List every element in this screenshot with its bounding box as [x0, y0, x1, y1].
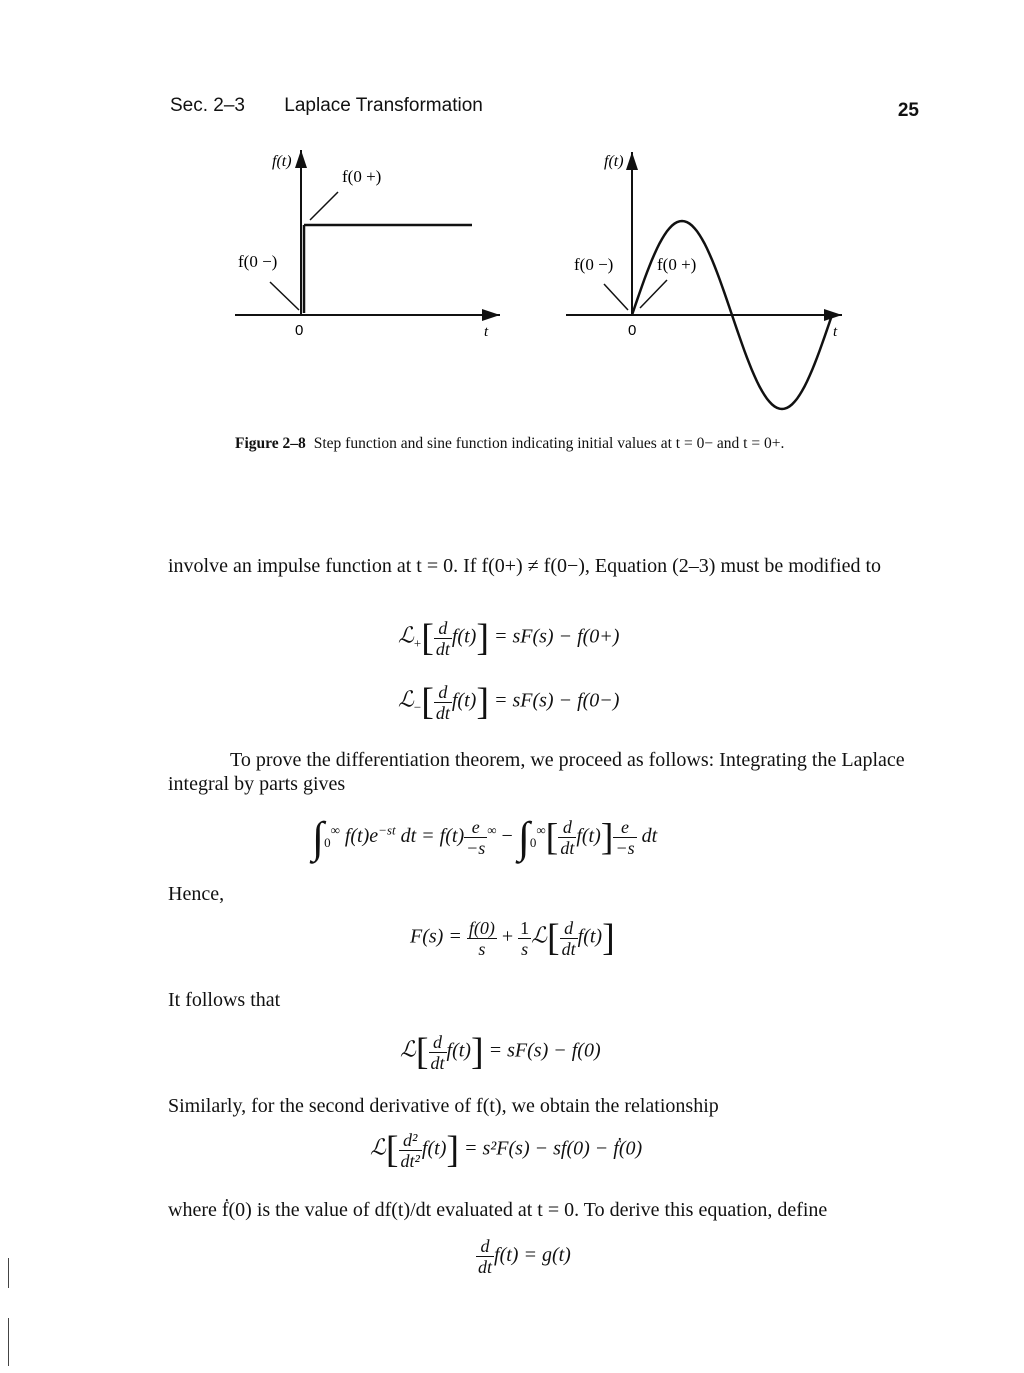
section-number: Sec. 2–3: [170, 95, 245, 116]
left-origin-label: 0: [295, 322, 304, 339]
left-x-label: t: [484, 324, 489, 340]
sine-function-plot: [566, 152, 842, 409]
caption-text: Step function and sine function indicating initial values at t = 0− and t = 0+.: [313, 435, 785, 452]
equation-laplace-minus: ℒ$_-$[ $\frac{d}{dt}$ f(t)] = sF(s) − f(0−): [398, 681, 620, 723]
equation-integration-by-parts: $\int_0^\infty$ $f(t)e^{-st}$ dt = f(t) $\frac{e}{-s}$ $^\infty - \int_0^\infty$[ $\frac{d}{dt}$ f(t)] $\frac{e}{-s}$ dt: [312, 813, 658, 862]
paragraph-proof-intro: To prove the differentiation theorem, we proceed as follows: Integrating the Laplace integral by parts gives: [168, 749, 905, 795]
left-f0plus-label: f(0 +): [342, 167, 382, 186]
right-f0minus-pointer: [604, 284, 628, 310]
right-x-label: t: [833, 324, 838, 340]
equation-F-of-s: F(s) = $\frac{f(0)}{s}$ + $\frac{1}{s}$ ℒ[ $\frac{d}{dt}$ f(t)]: [410, 917, 615, 959]
equation-laplace-plus: ℒ$_+$[ $\frac{d}{dt}$ f(t)] = sF(s) − f(0+): [398, 617, 620, 659]
f0plus-pointer: [310, 192, 338, 220]
paragraph-hence: Hence,: [168, 883, 225, 905]
left-f0minus-label: f(0 −): [238, 252, 278, 271]
equation-second-derivative: ℒ[ $\frac{\text{d²}}{\text{dt²}}$ f(t)] = s²F(s) − sf(0) − ḟ(0): [370, 1129, 643, 1171]
figure-2-8: [0, 0, 1024, 430]
page-number: 25: [897, 100, 919, 121]
scan-edge-mark: [8, 1258, 9, 1288]
section-title: Laplace Transformation: [284, 95, 483, 116]
paragraph-second-derivative: Similarly, for the second derivative of f(t), we obtain the relationship: [168, 1095, 719, 1117]
f0minus-pointer: [270, 282, 299, 310]
equation-define-g: $\frac{d}{dt}$ f(t) = g(t): [478, 1236, 571, 1277]
right-origin-label: 0: [628, 322, 637, 339]
left-y-label: f(t): [272, 153, 292, 170]
right-f0minus-label: f(0 −): [574, 255, 614, 274]
paragraph-define: where ḟ(0) is the value of df(t)/dt evaluated at t = 0. To derive this equation, define: [168, 1199, 828, 1221]
figure-caption: [235, 434, 835, 454]
caption-label: Figure 2–8: [235, 435, 306, 452]
right-y-label: f(t): [604, 153, 624, 170]
right-f0plus-label: f(0 +): [657, 255, 697, 274]
right-f0plus-pointer: [640, 280, 667, 308]
paragraph-it-follows: It follows that: [168, 989, 281, 1011]
equation-differentiation-theorem: ℒ[ $\frac{d}{dt}$ f(t)] = sF(s) − f(0): [400, 1031, 601, 1073]
scan-edge-mark: [8, 1318, 9, 1366]
paragraph-impulse: involve an impulse function at t = 0. If f(0+) ≠ f(0−), Equation (2–3) must be modified to: [168, 555, 881, 577]
